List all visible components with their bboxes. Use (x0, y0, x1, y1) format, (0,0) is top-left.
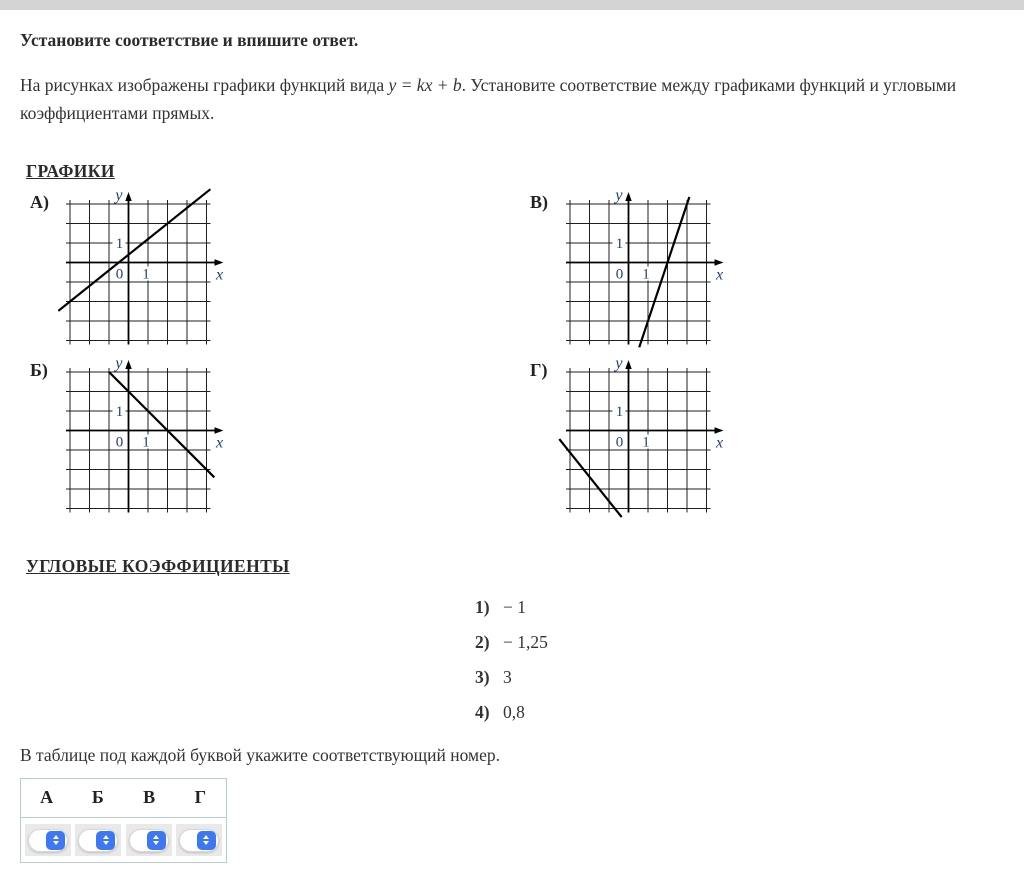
coefficient-value: − 1,25 (503, 632, 548, 653)
coefficients-list (475, 597, 1004, 723)
page-title: Установите соответствие и впишите ответ. (20, 30, 359, 50)
svg-text:1: 1 (642, 434, 650, 451)
coefficient-number: 2) (475, 632, 490, 653)
stepper-up-down-icon (147, 831, 166, 850)
coefficient-number: 1) (475, 597, 490, 618)
svg-text:y: y (615, 188, 623, 205)
task-text-before: На рисунках изображены графики функций вида (20, 75, 389, 95)
answer-select-frame (25, 824, 71, 856)
graphs-section-heading: ГРАФИКИ (26, 161, 115, 182)
svg-text:y: y (115, 356, 123, 373)
answer-column-letter: В (143, 787, 156, 808)
svg-text:1: 1 (115, 236, 124, 253)
answer-column-letter: Б (91, 787, 104, 808)
graph-plot-v (558, 188, 736, 354)
graphs-grid (30, 188, 1004, 522)
coefficient-item (475, 597, 1004, 618)
svg-text:1: 1 (115, 404, 124, 421)
answer-table-row (21, 818, 226, 862)
exercise-page (0, 30, 1024, 893)
answer-column-letter: А (40, 787, 54, 808)
answer-table (20, 778, 227, 863)
answer-select-frame (176, 824, 222, 856)
svg-text:y: y (115, 188, 123, 205)
coefficient-item (475, 667, 1004, 688)
coefficient-value: 3 (503, 667, 512, 688)
task-text-after: . Установите соответствие между графиками функций и угловыми коэффициентами прямых. (20, 75, 957, 123)
coefficient-value: − 1 (503, 597, 526, 618)
svg-text:1: 1 (615, 404, 624, 421)
answer-table-header (21, 779, 226, 818)
graph-label-b: Б) (30, 360, 48, 381)
coefficient-item (475, 702, 1004, 723)
coefficient-value: 0,8 (503, 702, 525, 723)
svg-text:x: x (215, 266, 224, 284)
graph-plot-a (58, 188, 236, 354)
task-description (20, 72, 1004, 127)
svg-text:1: 1 (642, 266, 650, 283)
coefficient-number: 4) (475, 702, 490, 723)
svg-text:0: 0 (115, 434, 124, 451)
svg-text:0: 0 (615, 266, 624, 283)
coefficients-section-heading: УГЛОВЫЕ КОЭФФИЦИЕНТЫ (26, 556, 290, 577)
graph-label-g: Г) (530, 360, 548, 381)
answer-select-1[interactable] (28, 829, 68, 852)
graph-label-a: А) (30, 192, 49, 213)
graph-item-g (530, 356, 780, 522)
coefficient-number: 3) (475, 667, 490, 688)
answer-instruction: В таблице под каждой буквой укажите соответствующий номер. (20, 745, 500, 766)
answer-select-2[interactable] (78, 829, 118, 852)
svg-text:x: x (715, 434, 724, 452)
graph-label-v: В) (530, 192, 548, 213)
bottom-spacer (20, 863, 1004, 893)
svg-text:1: 1 (142, 434, 150, 451)
svg-text:0: 0 (115, 266, 124, 283)
answer-select-frame (126, 824, 172, 856)
coefficient-item (475, 632, 1004, 653)
svg-text:0: 0 (615, 434, 624, 451)
graph-item-v (530, 188, 780, 354)
svg-text:1: 1 (615, 236, 624, 253)
svg-text:x: x (215, 434, 224, 452)
graph-plot-g (558, 356, 736, 522)
graph-item-b (30, 356, 530, 522)
top-divider-bar (0, 0, 1024, 10)
graph-item-a (30, 188, 530, 354)
function-formula: y = kx + b (388, 75, 462, 95)
svg-text:1: 1 (142, 266, 150, 283)
answer-select-3[interactable] (129, 829, 169, 852)
graph-plot-b (58, 356, 236, 522)
stepper-up-down-icon (46, 831, 65, 850)
svg-text:y: y (615, 356, 623, 373)
answer-select-frame (75, 824, 121, 856)
answer-select-4[interactable] (179, 829, 219, 852)
svg-text:x: x (715, 266, 724, 284)
stepper-up-down-icon (197, 831, 216, 850)
answer-column-letter: Г (194, 787, 207, 808)
stepper-up-down-icon (96, 831, 115, 850)
